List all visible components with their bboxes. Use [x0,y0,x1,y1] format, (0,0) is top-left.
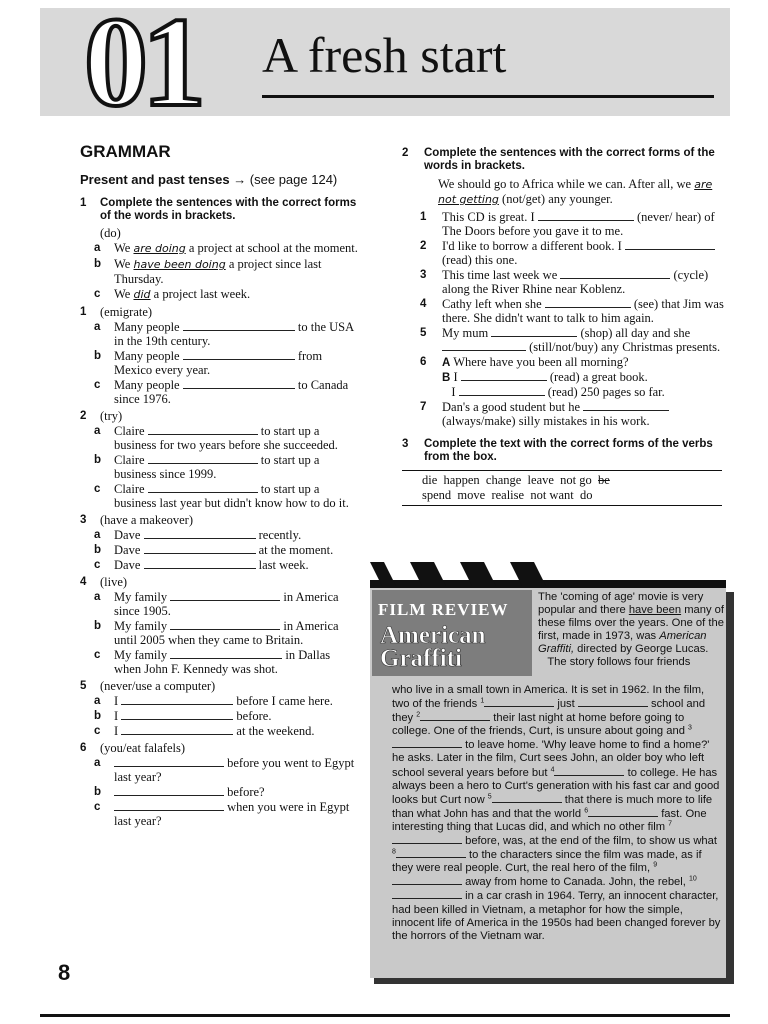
question-item: 2 I'd like to borrow a different book. I (read) this one. [402,239,724,267]
example-group [80,226,360,302]
answer-blank[interactable] [583,400,669,411]
answer-blank[interactable] [492,793,562,803]
answer-blank[interactable] [461,370,547,381]
question-item: b Many people from Mexico every year. [94,349,323,377]
bottom-rule [40,1014,730,1017]
left-column [80,142,360,829]
answer-blank[interactable] [170,619,280,630]
answer-blank[interactable] [420,711,490,721]
word-box-row-2: spend move realise not want do [422,488,593,502]
answer-blank[interactable] [144,528,256,539]
answer-blank[interactable] [392,889,462,899]
question-item: c I at the weekend. [94,724,315,738]
answer-blank[interactable] [148,453,258,464]
example-item-a: a We are doing a project at school at the moment. [94,241,358,255]
example-answer: did [133,288,151,301]
example-answer: have been [628,604,682,617]
question-item: a Dave recently. [94,528,302,542]
film-review-label: FILM REVIEW [378,600,509,619]
question-item: 7 Dan's a good student but he (always/make) silly mistakes in his work. [402,400,724,428]
answer-blank[interactable] [121,724,233,735]
answer-blank[interactable] [442,340,526,351]
exercise-instruction: Complete the sentences with the correct forms of the words in brackets. [100,197,357,222]
question-item: a Claire to start up a business for two years before she succeeded. [94,424,338,452]
question-item: c Many people to Canada since 1976. [94,378,349,406]
question-item: c My family in Dallas when John F. Kennedy was shot. [94,648,331,676]
question-group-1: 1 (emigrate) a Many people to the USA in the 19th century. b Many people from Mexico every year. c Many people to Canada since 1976. [80,305,360,406]
question-item: 4 Cathy left when she (see) that Jim was there. She didn't want to talk to him again. [420,297,724,325]
section-heading: GRAMMAR [80,142,171,161]
answer-blank[interactable] [392,834,462,844]
question-item: b My family in America until 2005 when they came to Britain. [94,619,339,647]
question-item: 5 My mum (shop) all day and she (still/not/buy) any Christmas presents. [420,326,721,354]
question-item: a I before I came here. [94,694,333,708]
answer-blank[interactable] [148,482,258,493]
example-answer: are not getting [438,178,713,206]
answer-blank[interactable] [392,738,462,748]
subsection-title: Present and past tenses [80,172,230,187]
answer-blank[interactable] [578,697,648,707]
question-item: b Claire to start up a business since 1999. [94,453,320,481]
answer-blank[interactable] [144,543,256,554]
subsection-ref: → (see page 124) [233,172,338,187]
film-title: American Graffiti [380,622,486,672]
answer-blank[interactable] [183,320,295,331]
question-item: c when you were in Egypt last year? [94,800,350,828]
right-column [402,147,724,506]
answer-blank[interactable] [560,268,670,279]
question-item: 6 A Where have you been all morning? B I (read) a great book. I (read) 250 pages so far. [420,355,665,399]
answer-blank[interactable] [588,807,658,817]
clapperboard-icon [370,558,730,588]
unit-title: A fresh start [262,27,507,83]
answer-blank[interactable] [491,326,577,337]
question-item: a before you went to Egypt last year? [94,756,355,784]
exercise-2-example: We should go to Africa while we can. After all, we are not getting (not/get) any younger. [438,177,713,206]
answer-blank[interactable] [148,424,258,435]
answer-blank[interactable] [183,378,295,389]
question-item: b I before. [94,709,272,723]
answer-blank[interactable] [183,349,295,360]
example-verb: (do) [100,226,121,240]
answer-blank[interactable] [459,385,545,396]
subsection-heading [80,173,360,187]
answer-blank[interactable] [396,848,466,858]
exercise-2-heading: 2 Complete the sentences with the correct forms of the words in brackets. [402,147,715,172]
question-group-5: 5 (never/use a computer) a I before I came here. b I before. c I at the weekend. [80,679,360,738]
film-review-body: who live in a small town in America. It is set in 1962. In the film, two of the friends $^1$ just school and they $^2$ their last night at home before going to college. One of the friends, Curt, is unsure about going and $^3$ to leave home. 'Why leave home to find a home?' he asks. Later in the film, Curt sees John, an older boy who left school several years before but $^4$ to college. He has always been a hero to Curt's generation with his fast car and good looks but Curt now $^5$ that there is much more to life than what John has and that the world $^6$ fast. One interesting thing that Lucas did, and which no other film $^7$ before, was, at the end of the film, to show us what $^8$ to the characters since the film was made, as if they were real people. Curt, the real hero of the film, $^9$ away from home to Canada. John, the rebel, $^{10}$ in a car crash in 1964. Terry, an innocent character, had been killed in Vietnam, a metaphor for how the simple, innocent life of America in the 1950s had been changed forever by the horrors of the Vietnam war. [392,684,721,942]
page-number: 8 [58,960,71,985]
crossed-out-word: be [598,473,610,487]
answer-blank[interactable] [114,785,224,796]
exercise-1-heading [80,197,360,223]
question-item: b Dave at the moment. [94,543,334,557]
question-item: a Many people to the USA in the 19th century. [94,320,354,348]
answer-blank[interactable] [392,875,462,885]
answer-blank[interactable] [538,210,634,221]
answer-blank[interactable] [121,709,233,720]
question-group-6: 6 (you/eat falafels) a before you went to Egypt last year? b before? c when you were in Egypt last year? [80,741,360,828]
example-item-c: c We did a project last week. [94,287,251,301]
word-box [402,470,722,506]
example-item-b: b We have been doing a project since last Thursday. [94,257,322,286]
film-review-intro: The 'coming of age' movie is very popular and there have been many of these films over the years. One of the first, made in 1973, was American Graffiti, directed by George Lucas. The story follows four friends [538,591,724,669]
question-group-2: 2 (try) a Claire to start up a business for two years before she succeeded. b Claire to start up a business since 1999. c Claire to start up a business last year but didn't know how to do it. [80,409,360,510]
answer-blank[interactable] [114,756,224,767]
answer-blank[interactable] [144,558,256,569]
example-answer: are doing [133,242,186,255]
unit-number: 01 [84,0,200,133]
answer-blank[interactable] [484,697,554,707]
question-item: 3 This time last week we (cycle) along the River Rhine near Koblenz. [420,268,709,296]
answer-blank[interactable] [625,239,715,250]
question-item: a My family in America since 1905. [94,590,339,618]
question-group-3: 3 (have a makeover) a Dave recently. b Dave at the moment. c Dave last week. [80,513,360,572]
question-item: c Dave last week. [94,558,309,572]
question-item: 1 This CD is great. I (never/ hear) of The Doors before you gave it to me. [420,210,715,238]
answer-blank[interactable] [170,648,282,659]
answer-blank[interactable] [545,297,631,308]
example-answer: have been doing [133,258,226,271]
exercise-number: 1 [80,197,87,209]
answer-blank[interactable] [114,800,224,811]
exercise-3-heading: 3 Complete the text with the correct forms of the verbs from the box. [402,438,713,463]
answer-blank[interactable] [121,694,233,705]
answer-blank[interactable] [170,590,280,601]
question-item: c Claire to start up a business last year but didn't know how to do it. [94,482,349,510]
answer-blank[interactable] [554,766,624,776]
word-box-row-1: die happen change leave not go be [422,473,610,487]
question-group-4: 4 (live) a My family in America since 1905. b My family in America until 2005 when they came to Britain. c My family in Dallas when John F. Kennedy was shot. [80,575,360,676]
question-item: b before? [94,785,265,799]
title-rule [262,95,714,98]
